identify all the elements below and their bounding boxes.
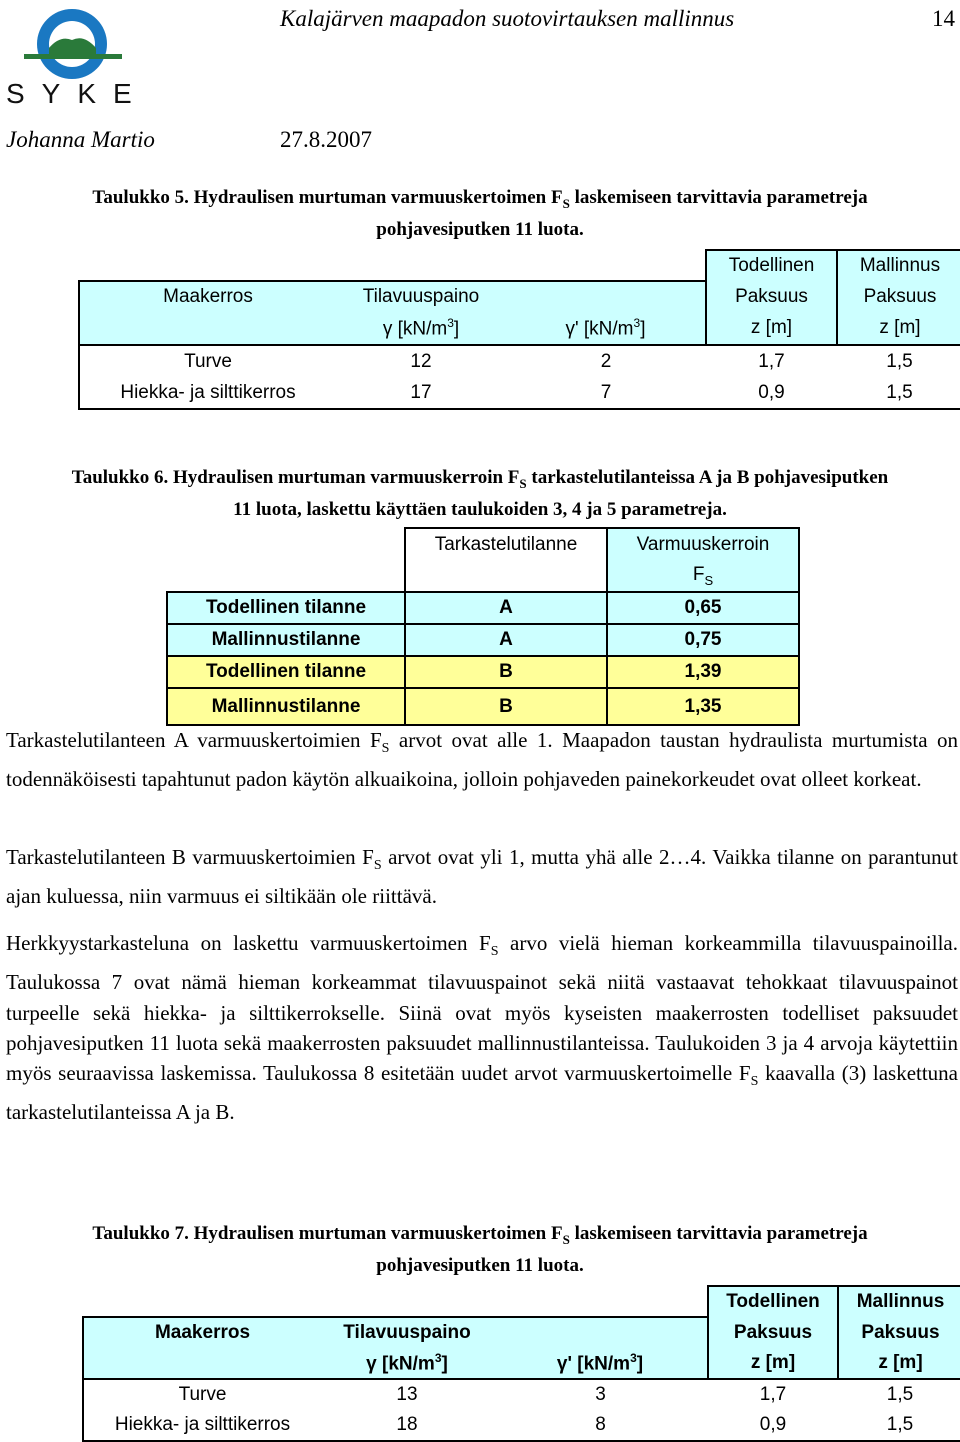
cell: 7 (506, 377, 706, 409)
unit-cell: γ $[kN/m^3]$ (336, 312, 506, 345)
table5-caption: Taulukko 5. Hydraulisen murtuman varmuuskertoimen $F_S$ laskemiseen tarvittavia parametreja pohjavesiputken 11 luota. (92, 187, 868, 240)
author: Johanna Martio (6, 127, 155, 152)
header-cell: Paksuus (838, 1317, 960, 1348)
cell: 0,9 (708, 1410, 838, 1441)
table7 (82, 1285, 960, 1442)
cell: Turve (83, 1379, 321, 1410)
cell: 1,7 (759, 1384, 787, 1405)
cell: 1,5 (837, 377, 960, 409)
page-number: 14 (932, 6, 955, 31)
paragraph: Tarkastelutilanteen B varmuuskertoimien $F_S$ arvot ovat yli 1, mutta yhä alle 2…4. Vaikka tilanne on parantunut ajan kuluessa, niin varmuus ei siltikään ole riittävä. (6, 845, 958, 909)
cell: 1,35 (607, 688, 799, 725)
table-row (167, 688, 799, 725)
cell: B (405, 688, 607, 725)
header-cell: Mallinnus (837, 250, 960, 281)
table-row (79, 345, 960, 377)
unit-cell: γ $[kN/m^3]$ (321, 1348, 493, 1379)
table6-caption: Taulukko 6. Hydraulisen murtuman varmuuskerroin $F_S$ tarkastelutilanteissa A ja B pohjavesiputken 11 luota, laskettu käyttäen taulukoiden 3, 4 ja 5 parametreja. (71, 467, 889, 520)
table7-caption: Taulukko 7. Hydraulisen murtuman varmuuskertoimen $F_S$ laskemiseen tarvittavia parametreja pohjavesiputken 11 luota. (92, 1223, 868, 1276)
cell: 3 (595, 1384, 606, 1405)
syke-emblem-icon (4, 2, 139, 82)
cell: B (405, 656, 607, 688)
table5 (78, 249, 960, 410)
table-row (167, 656, 799, 688)
unit-cell: z [m] (708, 1348, 838, 1379)
cell: A (405, 592, 607, 624)
unit-cell: z [m] (838, 1348, 960, 1379)
table-row (167, 624, 799, 656)
table-row (167, 592, 799, 624)
table6 (166, 527, 800, 726)
header-cell: Maakerros (79, 281, 336, 312)
table-row (83, 1379, 960, 1410)
table-row (83, 1410, 960, 1441)
cell: 8 (493, 1410, 708, 1441)
cell: 2 (600, 350, 612, 372)
document-title: Kalajärven maapadon suotovirtauksen mallinnus (280, 6, 735, 31)
header-cell: $F_S$ (607, 561, 799, 592)
logo-wordmark: SYKE (6, 78, 149, 109)
cell: Turve (79, 345, 336, 377)
header-cell: Paksuus (706, 281, 837, 312)
header-cell: Tilavuuspaino (321, 1317, 493, 1348)
unit-cell: z [m] (706, 312, 837, 345)
cell: 1,5 (838, 1410, 960, 1441)
cell: 1,7 (758, 350, 785, 372)
cell: A (405, 624, 607, 656)
date: 27.8.2007 (280, 127, 372, 152)
cell: Todellinen tilanne (167, 592, 405, 624)
header-cell: Tilavuuspaino (336, 281, 506, 312)
header-cell: Todellinen (708, 1286, 838, 1317)
cell: 1,5 (838, 1379, 960, 1410)
cell: 0,65 (607, 592, 799, 624)
cell: Mallinnustilanne (167, 624, 405, 656)
header-cell: Mallinnus (838, 1286, 960, 1317)
cell: Mallinnustilanne (167, 688, 405, 725)
cell: 12 (410, 350, 432, 372)
unit-cell: z [m] (837, 312, 960, 345)
header-cell: Varmuuskerroin (607, 528, 799, 561)
table-row (79, 377, 960, 409)
unit-cell: γ' $[kN/m^3]$ (506, 312, 706, 345)
paragraph: Herkkyystarkasteluna on laskettu varmuuskertoimen $F_S$ arvo vielä hieman korkeammilla tilavuuspainoilla. Taulukossa 7 ovat nämä hieman korkeammat tilavuuspainot sekä niitä vastaavat tehokkaat tilavuuspainot turpeelle sekä hiekka- ja silttikerrokselle. Siinä ovat myös kyseisten maakerrosten todelliset paksuudet pohjavesiputken 11 luota sekä maakerrosten paksuudet mallinnustilanteissa. Taulukoiden 3 ja 4 arvoja käytettiin myös seuraavissa laskemissa. Taulukossa 8 esitetään uudet arvot varmuuskertoimelle $F_S$ kaavalla (3) laskettuna tarkastelutilanteissa A ja B. (6, 931, 958, 1125)
paragraph: Tarkastelutilanteen A varmuuskertoimien $F_S$ arvot ovat alle 1. Maapadon taustan hydraulista murtumista on todennäköisesti tapahtunut padon käytön alkuaikoina, jolloin pohjaveden painekorkeudet ovat olleet korkeat. (6, 728, 959, 792)
cell: Hiekka- ja silttikerros (79, 377, 336, 409)
cell: 0,9 (706, 377, 837, 409)
header-cell: Paksuus (708, 1317, 838, 1348)
cell: 18 (321, 1410, 493, 1441)
cell: 0,75 (607, 624, 799, 656)
header-cell: Paksuus (837, 281, 960, 312)
cell: 1,5 (837, 345, 960, 377)
header-cell: Todellinen (706, 250, 837, 281)
cell: 13 (396, 1384, 418, 1405)
cell: Hiekka- ja silttikerros (83, 1410, 321, 1441)
cell: 1,39 (607, 656, 799, 688)
unit-cell: γ' $[kN/m^3]$ (493, 1348, 708, 1379)
cell: 17 (336, 377, 506, 409)
cell: Todellinen tilanne (167, 656, 405, 688)
header-cell: Maakerros (83, 1317, 321, 1348)
header-cell: Tarkastelutilanne (405, 528, 607, 561)
